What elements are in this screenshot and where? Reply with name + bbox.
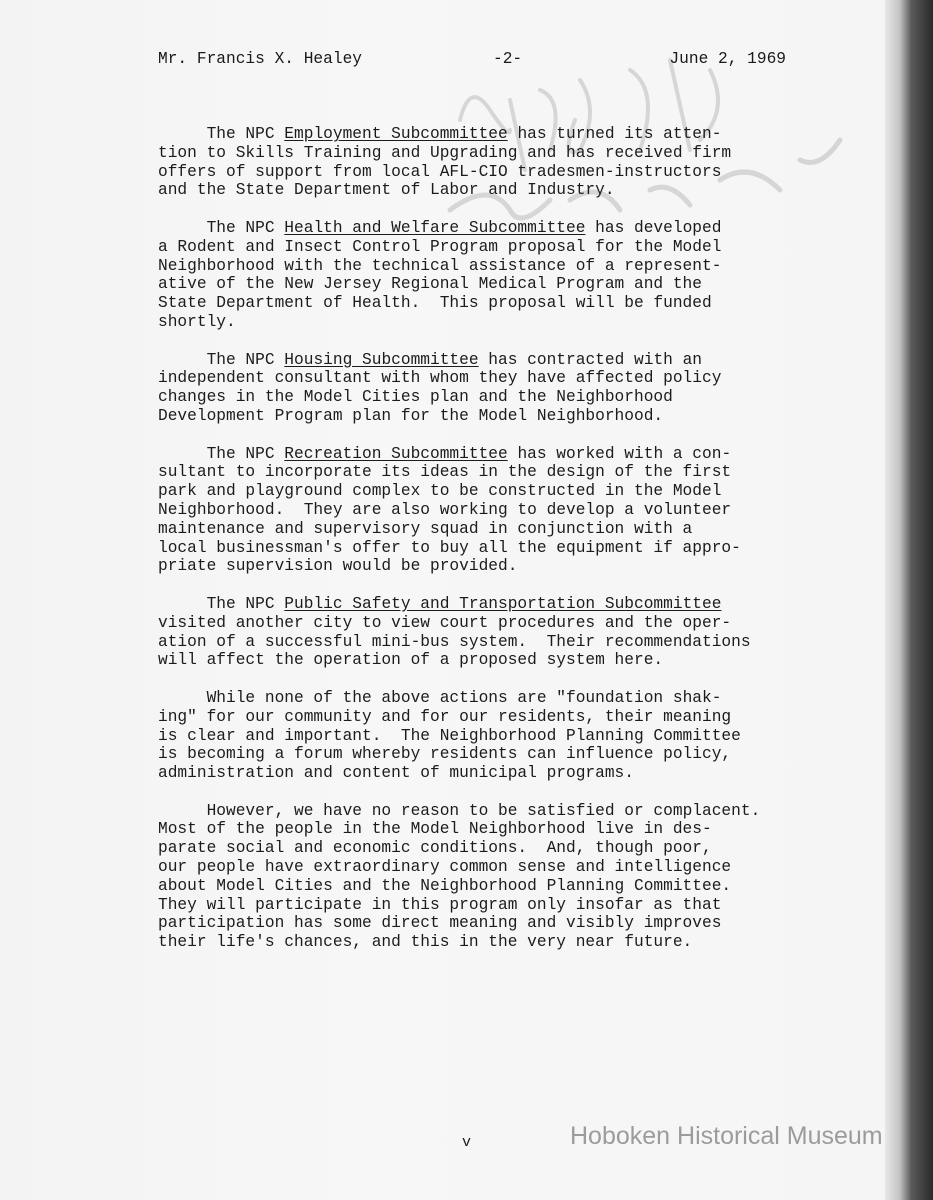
page-edge-shadow [885,0,933,1200]
paragraph-health-welfare: The NPC Health and Welfare Subcommittee has developed a Rodent and Insect Control Program proposal for the Model Neighborhood with the technical assistance of a represent- ative of the New Jersey Regional Medical Program and the State Department of Health. This proposal will be funded shortly. [158,218,722,331]
subcommittee-name: Recreation Subcommittee [284,444,508,463]
letter-body [158,125,848,971]
letter-date: June 2, 1969 [669,50,786,68]
paragraph-complacent: However, we have no reason to be satisfied or complacent. Most of the people in the Model Neighborhood live in des- parate social and economic conditions. And, though poor, our people have extraordinary common sense and intelligence about Model Cities and the Neighborhood Planning Committee. They will participate in this program only insofar as that participation has some direct meaning and visibly improves their life's chances, and this in the very near future. [158,801,761,952]
letter-header [158,50,786,72]
museum-watermark: Hoboken Historical Museum [570,1122,883,1150]
paragraph-foundation: While none of the above actions are "foundation shak- ing" for our community and for our residents, their meaning is clear and important. The Neighborhood Planning Committee is becoming a forum whereby residents can influence policy, administration and content of municipal programs. [158,688,741,783]
page-marker: v [462,1134,472,1151]
paragraph-employment: The NPC Employment Subcommittee has turned its atten- tion to Skills Training and Upgrading and has received firm offers of support from local AFL-CIO tradesmen-instructors and the State Department of Labor and Industry. [158,125,732,200]
subcommittee-name: Housing Subcommittee [284,350,479,369]
recipient-name: Mr. Francis X. Healey [158,50,362,68]
subcommittee-name: Public Safety and Transportation Subcommittee [284,594,722,613]
subcommittee-name: Health and Welfare Subcommittee [284,218,586,237]
paragraph-recreation: The NPC Recreation Subcommittee has worked with a con- sultant to incorporate its ideas in the design of the first park and playground complex to be constructed in the Model Neighborhood. They are also working to develop a volunteer maintenance and supervisory squad in conjunction with a local businessman's offer to buy all the equipment if appro- priate supervision would be provided. [158,444,741,576]
paragraph-public-safety: The NPC Public Safety and Transportation Subcommittee visited another city to view court procedures and the oper- ation of a successful mini-bus system. Their recommendations will affect the operation of a proposed system here. [158,594,751,670]
page-number: -2- [493,50,523,68]
subcommittee-name: Employment Subcommittee [284,125,508,143]
paragraph-housing: The NPC Housing Subcommittee has contracted with an independent consultant with whom they have affected policy changes in the Model Cities plan and the Neighborhood Development Program plan for the Model Neighborhood. [158,350,722,425]
